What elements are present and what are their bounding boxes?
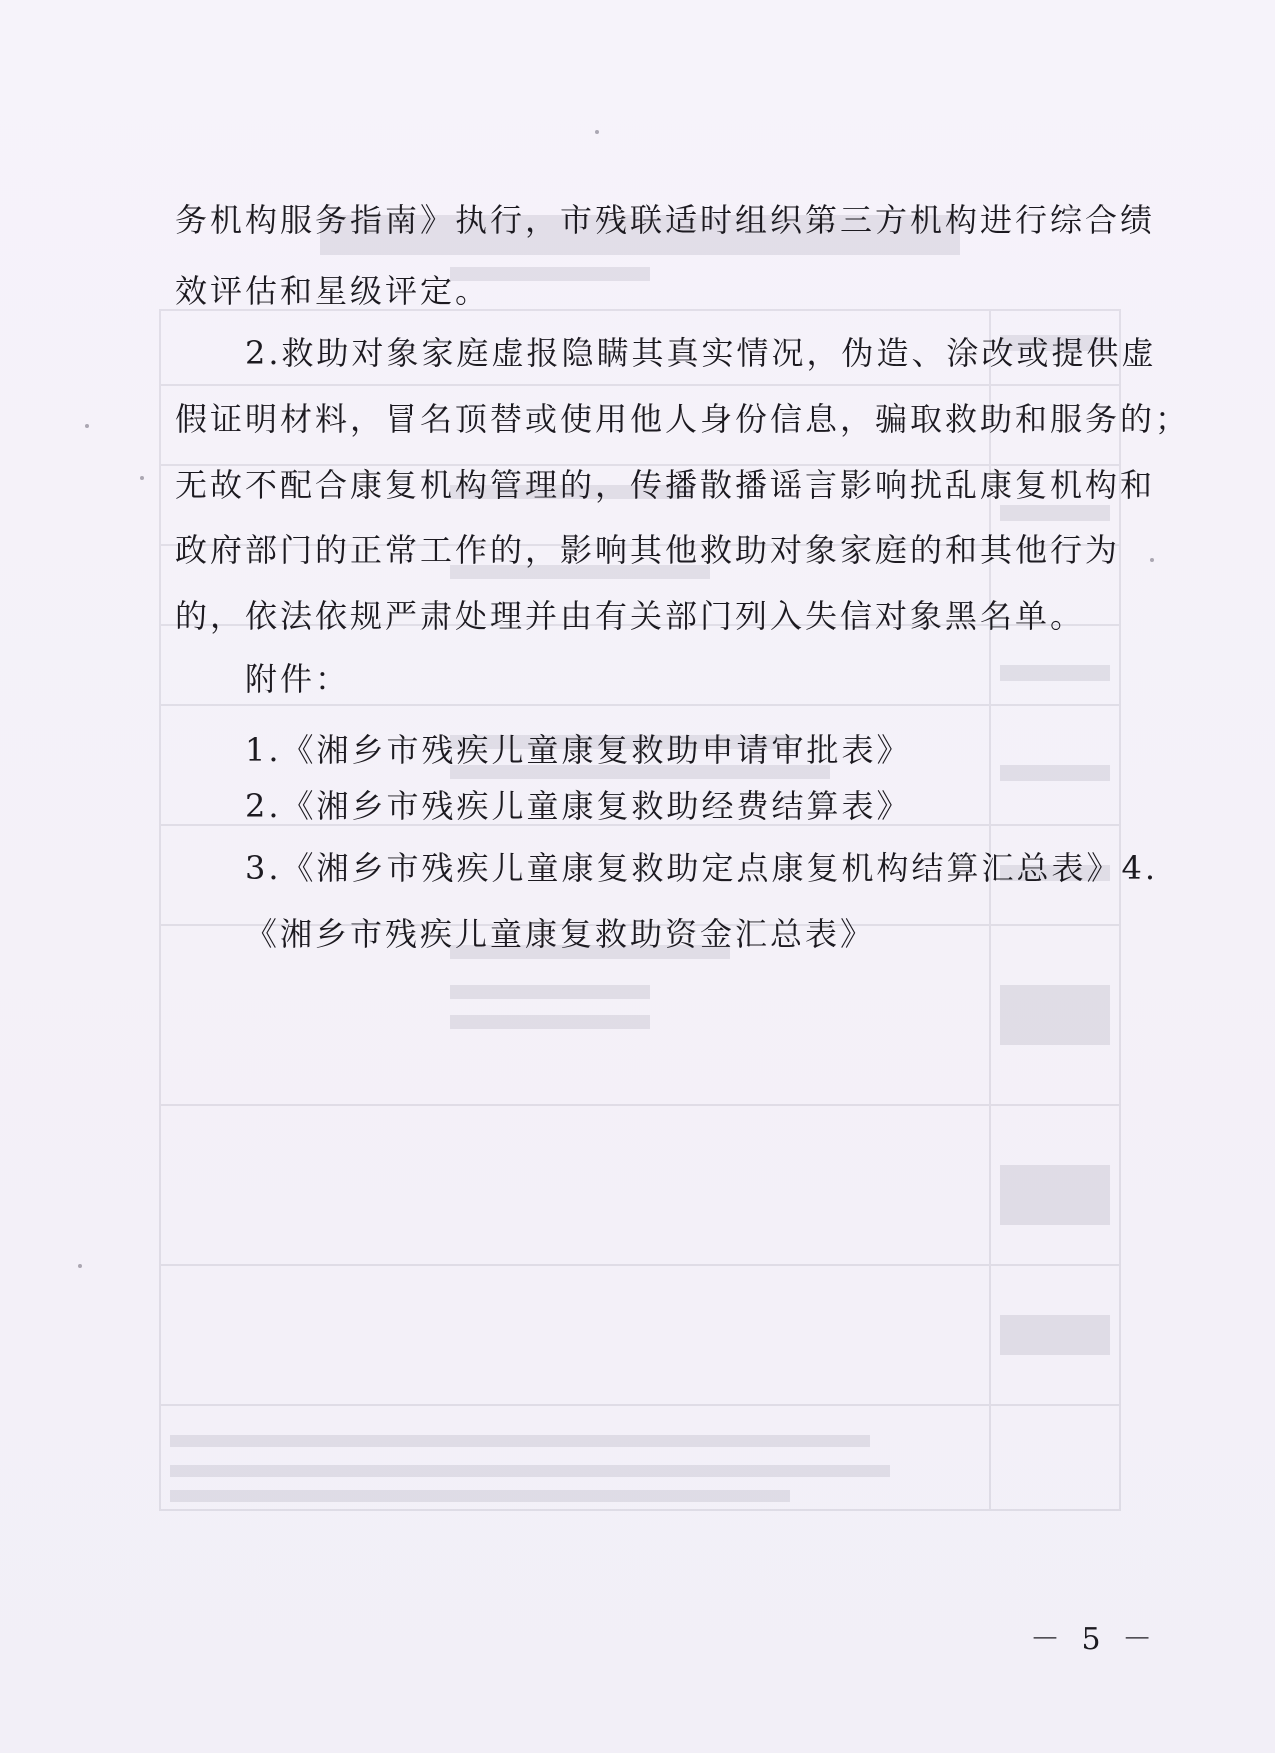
paragraph-line: 无故不配合康复机构管理的，传播散播谣言影响扰乱康复机构和 xyxy=(175,466,1156,504)
paragraph-line: 政府部门的正常工作的，影响其他救助对象家庭的和其他行为 xyxy=(175,531,1121,569)
attachment-item: 2.《湘乡市残疾儿童康复救助经费结算表》 xyxy=(245,787,912,825)
paragraph-line: 的，依法依规严肃处理并由有关部门列入失信对象黑名单。 xyxy=(175,597,1086,635)
scan-speck xyxy=(140,476,144,480)
paragraph-line: 效评估和星级评定。 xyxy=(175,272,491,310)
attachment-item: 3.《湘乡市残疾儿童康复救助定点康复机构结算汇总表》4. xyxy=(245,849,1159,887)
scan-speck xyxy=(78,1264,82,1268)
attachments-heading: 附件： xyxy=(245,660,351,698)
attachment-item: 《湘乡市残疾儿童康复救助资金汇总表》 xyxy=(245,915,876,953)
paragraph-line: 2.救助对象家庭虚报隐瞒其真实情况，伪造、涂改或提供虚 xyxy=(245,334,1157,372)
scan-speck xyxy=(595,130,599,134)
page-number: － 5 － xyxy=(1030,1622,1159,1657)
attachment-item: 1.《湘乡市残疾儿童康复救助申请审批表》 xyxy=(245,731,912,769)
paragraph-line: 务机构服务指南》执行，市残联适时组织第三方机构进行综合绩 xyxy=(175,201,1156,239)
scan-speck xyxy=(85,424,89,428)
paragraph-line: 假证明材料，冒名顶替或使用他人身份信息，骗取救助和服务的； xyxy=(175,400,1191,438)
scan-speck xyxy=(1150,558,1154,562)
